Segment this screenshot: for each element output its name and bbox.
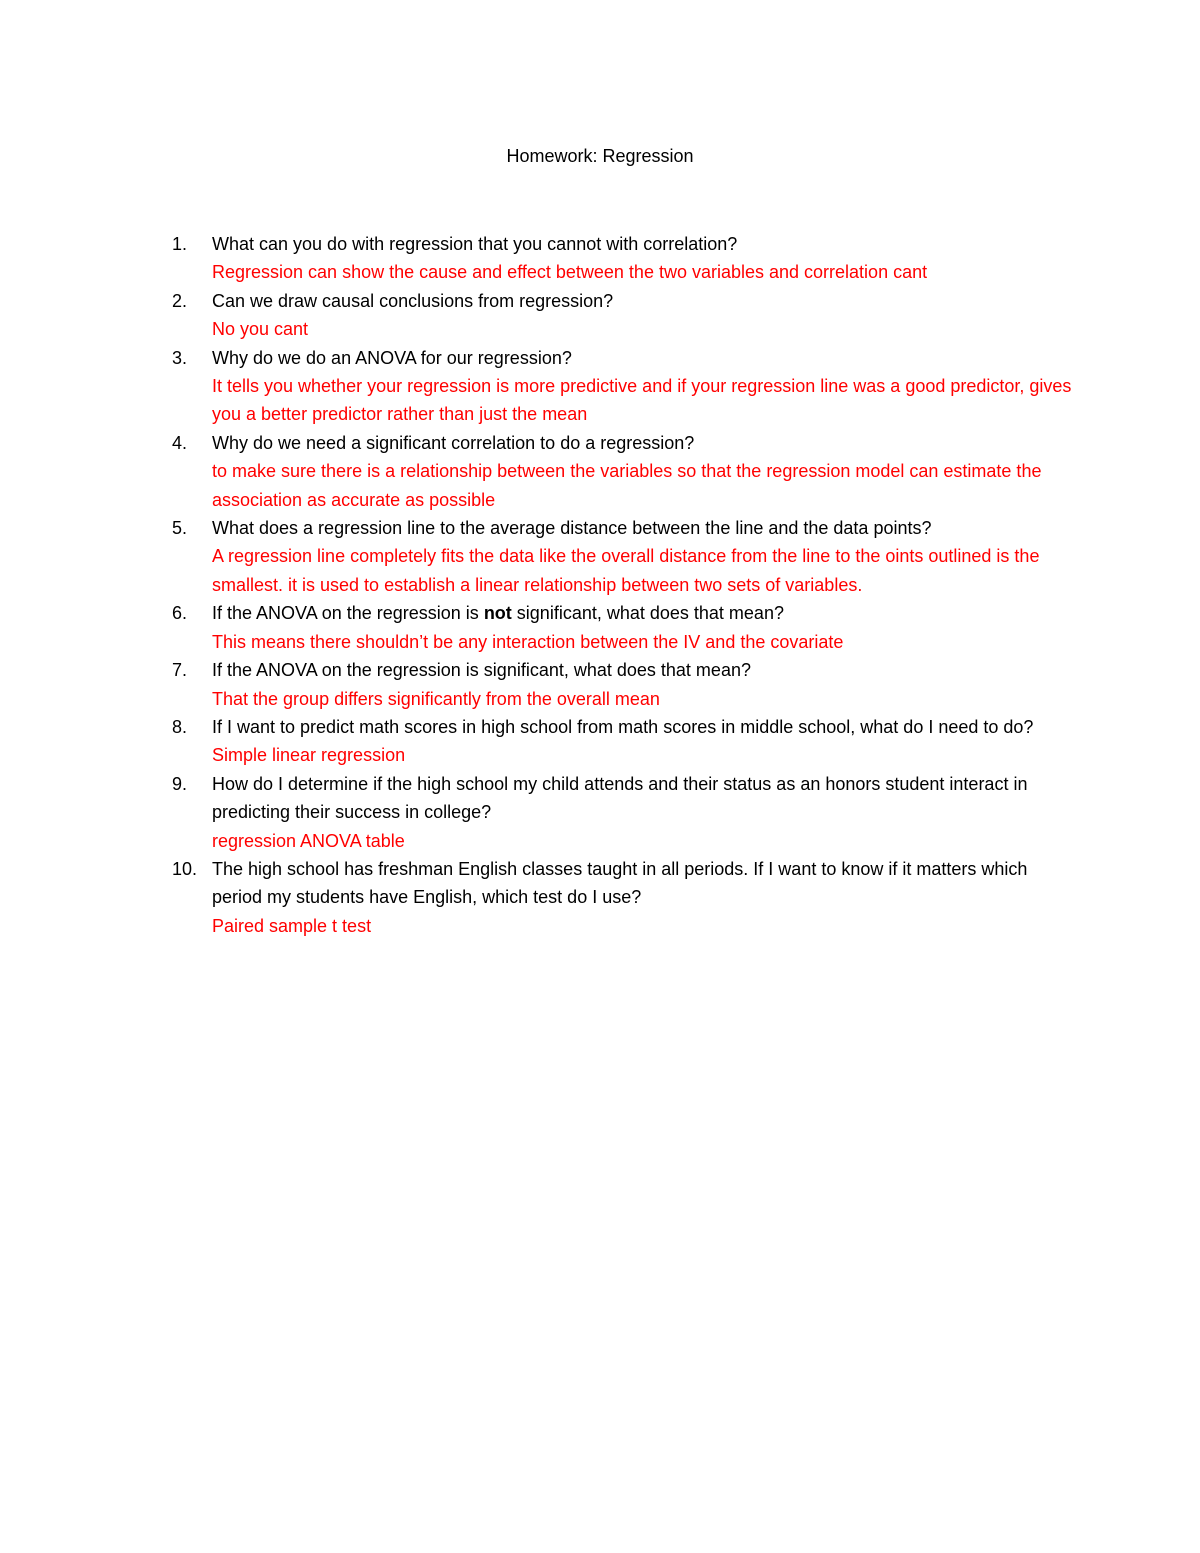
question-item-6 [172,599,1072,656]
question-item-7 [172,656,1072,713]
question-number: 10. [172,858,198,879]
question-number: 7. [172,660,188,681]
answer-text: It tells you whether your regression is more predictive and if your regression line was a good predictor, gives you a better predictor rather than just the mean [212,376,1072,425]
question-text: If the ANOVA on the regression is significant, what does that mean? [212,660,751,681]
answer-text: Simple linear regression [212,745,406,766]
answer-text: No you cant [212,319,309,340]
question-text: How do I determine if the high school my child attends and their status as an honors student interact in predicting their success in college? [212,773,1028,823]
question-number: 4. [172,432,188,453]
question-text [212,599,1072,627]
question-number: 9. [172,773,188,794]
question-text: What can you do with regression that you cannot with correlation? [212,234,738,254]
question-item-1 [172,230,1072,287]
question-item-10 [172,855,1072,940]
answer-text: This means there shouldn’t be any interaction between the IV and the covariate [212,631,844,652]
question-text: The high school has freshman English classes taught in all periods. If I want to know if it matters which period my students have English, which test do I use? [212,858,1028,908]
answer-text: regression ANOVA table [212,830,405,851]
question-number: 6. [172,603,188,624]
question-item-9 [172,770,1072,855]
question-text: Why do we need a significant correlation to do a regression? [212,432,695,453]
answer-text: Regression can show the cause and effect between the two variables and correlation cant [212,262,928,283]
page-title: Homework: Regression [506,146,694,166]
answer-text: to make sure there is a relationship between the variables so that the regression model can estimate the association as accurate as possible [212,461,1042,510]
answer-text: A regression line completely fits the data like the overall distance from the line to the oints outlined is the smallest. it is used to establish a linear relationship between two sets of variables. [212,546,1040,595]
question-item-8 [172,713,1072,770]
question-text-post: significant, what does that mean? [511,603,784,624]
question-number: 3. [172,347,188,368]
question-text: What does a regression line to the average distance between the line and the data points? [212,518,932,539]
question-item-2 [172,287,1072,344]
answer-text: That the group differs significantly from the overall mean [212,688,660,709]
question-number: 1. [172,234,188,254]
answer-text: Paired sample t test [212,915,372,936]
question-item-3 [172,344,1072,429]
question-number: 5. [172,518,188,539]
question-list [172,230,1072,940]
question-number: 8. [172,716,188,737]
question-text-emphasis: not [483,603,512,624]
question-text-pre: If the ANOVA on the regression is [212,603,484,624]
question-item-4 [172,429,1072,514]
question-item-5 [172,514,1072,599]
question-number: 2. [172,290,188,311]
question-text: If I want to predict math scores in high school from math scores in middle school, what do I need to do? [212,716,1034,737]
question-text: Can we draw causal conclusions from regression? [212,290,614,311]
question-text: Why do we do an ANOVA for our regression? [212,347,572,368]
